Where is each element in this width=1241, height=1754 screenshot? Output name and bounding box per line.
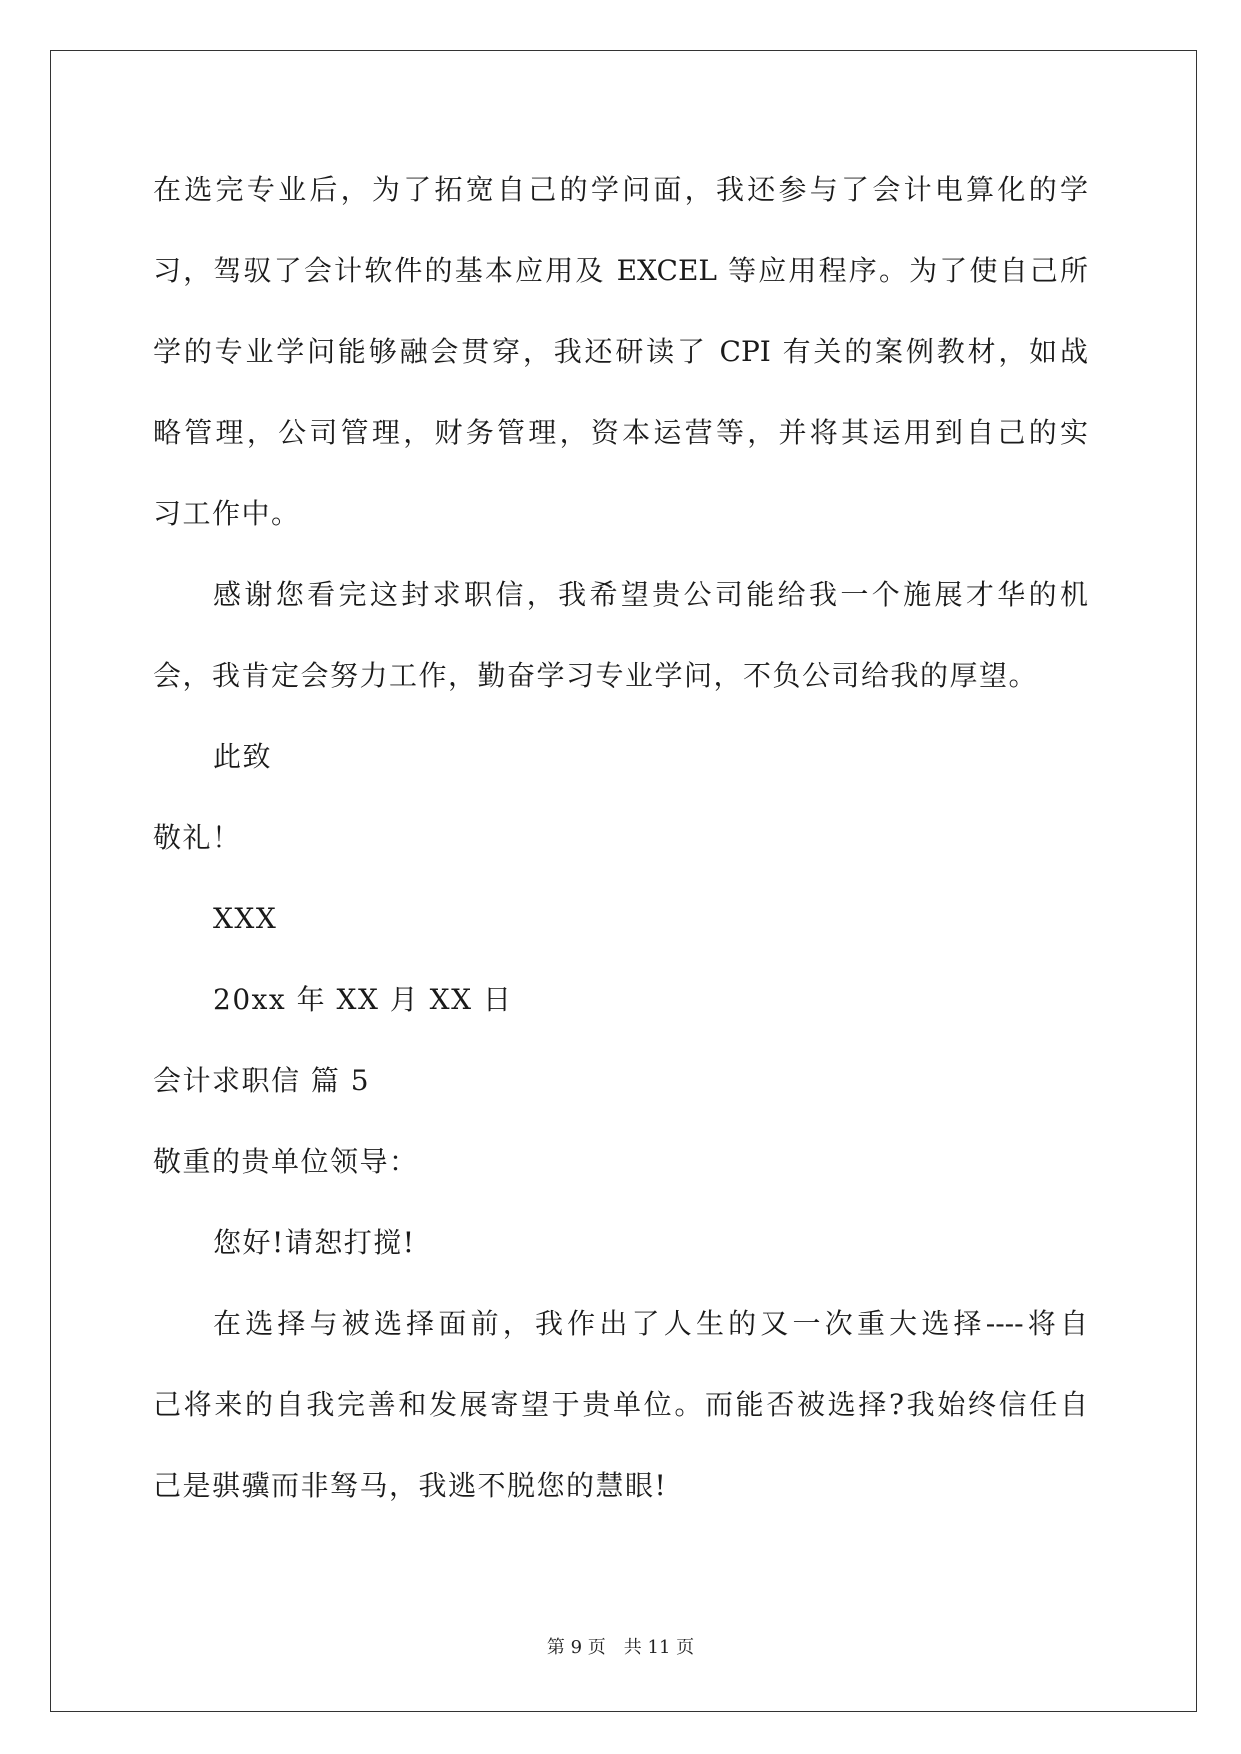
paragraph-line: 己将来的自我完善和发展寄望于贵单位。而能否被选择?我始终信任自 (153, 1388, 1088, 1421)
section-heading: 会计求职信 篇 5 (153, 1064, 371, 1097)
paragraph-line: 学的专业学问能够融会贯穿，我还研读了 CPI 有关的案例教材，如战 (153, 335, 1088, 368)
signature-name: XXX (213, 902, 278, 935)
paragraph-line: 习，驾驭了会计软件的基本应用及 EXCEL 等应用程序。为了使自己所 (153, 254, 1088, 287)
paragraph-line: 习工作中。 (153, 497, 301, 530)
letter-greeting: 敬重的贵单位领导： (153, 1145, 419, 1178)
signature-date: 20xx 年 XX 月 XX 日 (213, 983, 513, 1016)
closing-salutation: 此致 (213, 740, 273, 773)
paragraph-line: 己是骐骥而非驽马，我逃不脱您的慧眼! (153, 1469, 668, 1502)
paragraph-line: 感谢您看完这封求职信，我希望贵公司能给我一个施展才华的机 (213, 578, 1088, 611)
paragraph-line: 在选完专业后，为了拓宽自己的学问面，我还参与了会计电算化的学 (153, 173, 1088, 206)
letter-opening: 您好!请恕打搅! (213, 1226, 416, 1259)
paragraph-line: 会，我肯定会努力工作，勤奋学习专业学问，不负公司给我的厚望。 (153, 659, 1039, 692)
page-border (50, 50, 1197, 1712)
page-number-current: 第 9 页 (546, 1637, 606, 1658)
closing-respect: 敬礼！ (153, 821, 242, 854)
paragraph-line: 略管理，公司管理，财务管理，资本运营等，并将其运用到自己的实 (153, 416, 1088, 449)
page-number-total: 共 11 页 (623, 1637, 695, 1658)
page-footer (0, 1636, 1241, 1660)
paragraph-line: 在选择与被选择面前，我作出了人生的又一次重大选择----将自 (213, 1307, 1088, 1340)
